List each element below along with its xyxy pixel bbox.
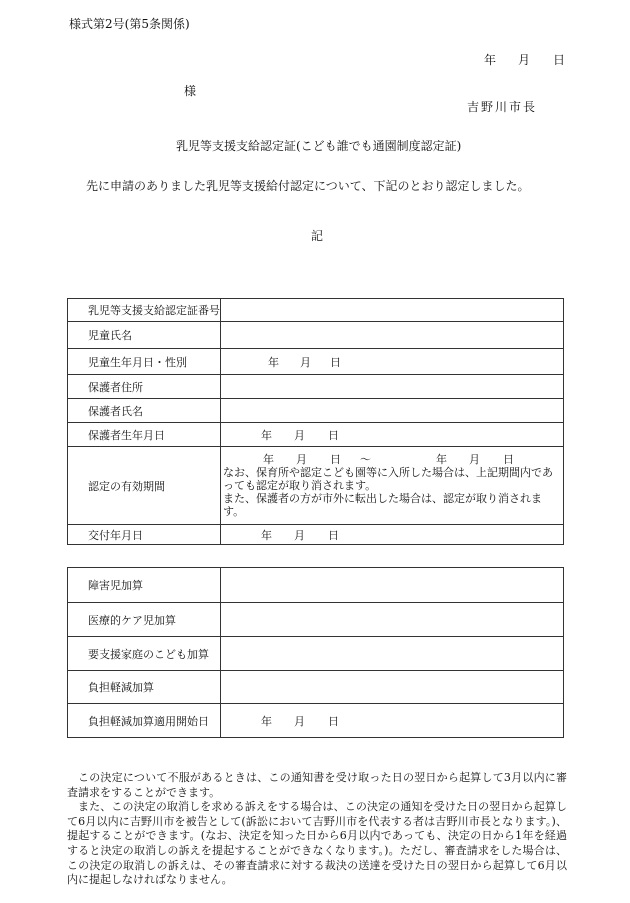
table-row: [68, 603, 564, 637]
table-row: [68, 423, 564, 447]
table-row: [68, 299, 564, 322]
period-note-2: また、保護者の方が市外に転出した場合は、認定が取り消されます。: [223, 492, 542, 518]
table-row: [68, 399, 564, 423]
burden-start-ymd: [261, 713, 339, 729]
medical-care-label: 医療的ケア児加算: [68, 603, 221, 637]
support-family-label: 要支援家庭のこども加算: [68, 637, 221, 671]
guardian-name-value: [221, 399, 564, 423]
month-label: 月: [294, 714, 305, 728]
notice-paragraph-2: また、この決定の取消しを求める訴えをする場合は、この決定の通知を受けた日の翌日から起算して6月以内に吉野川市を被告として(訴訟において吉野川市を代表する者は吉野川市長となります。)、提起することができます。(なお、決定を知った日から6月以内であっても、決定の日から1年を経過すると決定の取消しの訴えを提起することができなくなります。)。ただし、審査請求をした場合は、この決定の取消しの訴えは、その審査請求に対する裁決の送達を受けた日の翌日から起算して6月以内に提起しなければなりません。: [67, 800, 567, 887]
header-date: [484, 51, 565, 68]
intro-text: 先に申請のありました乳児等支援給付認定について、下記のとおり認定しました。: [86, 179, 530, 193]
child-dob-label: 児童生年月日・性別: [68, 349, 221, 375]
month-label: 月: [294, 528, 305, 542]
medical-care-value: [221, 603, 564, 637]
day-label: 日: [330, 355, 341, 369]
guardian-name-label: 保護者氏名: [68, 399, 221, 423]
issue-date-label: 交付年月日: [68, 525, 221, 545]
month-label: 月: [294, 428, 305, 442]
period-label: 認定の有効期間: [68, 447, 221, 525]
day-label: 日: [330, 453, 341, 466]
day-label: 日: [328, 528, 339, 542]
period-range: [223, 453, 561, 466]
year-label: 年: [261, 528, 272, 542]
year-label: 年: [436, 453, 447, 466]
table-row: [68, 637, 564, 671]
additions-table: [67, 567, 564, 738]
year-label: 年: [261, 714, 272, 728]
issue-date-value: [221, 525, 564, 545]
table-row: [68, 704, 564, 738]
month-label: 月: [300, 355, 311, 369]
table-row: [68, 349, 564, 375]
appeal-notice: [67, 771, 567, 888]
month-label: 月: [296, 453, 307, 466]
day-label: 日: [503, 453, 514, 466]
period-value: [221, 447, 564, 525]
day-label: 日: [328, 714, 339, 728]
guardian-dob-ymd: [261, 427, 339, 443]
addressee-suffix: 様: [184, 84, 197, 98]
disabled-child-value: [221, 568, 564, 603]
child-name-label: 児童氏名: [68, 322, 221, 349]
disabled-child-label: 障害児加算: [68, 568, 221, 603]
child-name-value: [221, 322, 564, 349]
year-label: 年: [268, 355, 279, 369]
notice-paragraph-1: この決定について不服があるときは、この通知書を受け取った日の翌日から起算して3月以内に審査請求をすることができます。: [67, 771, 567, 799]
day-label: 日: [328, 428, 339, 442]
guardian-address-label: 保護者住所: [68, 375, 221, 399]
header-day-label: 日: [553, 53, 566, 67]
year-label: 年: [263, 453, 274, 466]
support-family-value: [221, 637, 564, 671]
table-row: [68, 322, 564, 349]
header-year-label: 年: [484, 53, 497, 67]
table-row: [68, 375, 564, 399]
guardian-dob-value: [221, 423, 564, 447]
period-tilde: 〜: [360, 453, 371, 466]
child-dob-value: [221, 349, 564, 375]
burden-start-label: 負担軽減加算適用開始日: [68, 704, 221, 738]
burden-reduction-label: 負担軽減加算: [68, 671, 221, 704]
guardian-address-value: [221, 375, 564, 399]
burden-reduction-value: [221, 671, 564, 704]
period-note-1: なお、保育所や認定こども園等に入所した場合は、上記期間内であっても認定が取り消されます。: [223, 466, 553, 492]
document-title: 乳児等支援支給認定証(こども誰でも通園制度認定証): [176, 139, 462, 153]
table-row: [68, 671, 564, 704]
guardian-dob-label: 保護者生年月日: [68, 423, 221, 447]
header-month-label: 月: [518, 53, 531, 67]
issue-date-ymd: [261, 527, 339, 543]
form-number: 様式第2号(第5条関係): [69, 17, 190, 31]
period-content: [221, 451, 563, 520]
child-dob-ymd: [268, 354, 341, 370]
year-label: 年: [261, 428, 272, 442]
cert-number-label: 乳児等支援支給認定証番号: [68, 299, 221, 322]
table-row: [68, 568, 564, 603]
cert-number-value: [221, 299, 564, 322]
table-row: [68, 447, 564, 525]
issuer-name: 吉野川市長: [467, 100, 538, 114]
ki-marker: 記: [311, 229, 324, 243]
month-label: 月: [469, 453, 480, 466]
burden-start-value: [221, 704, 564, 738]
certificate-table: [67, 298, 564, 545]
table-row: [68, 525, 564, 545]
